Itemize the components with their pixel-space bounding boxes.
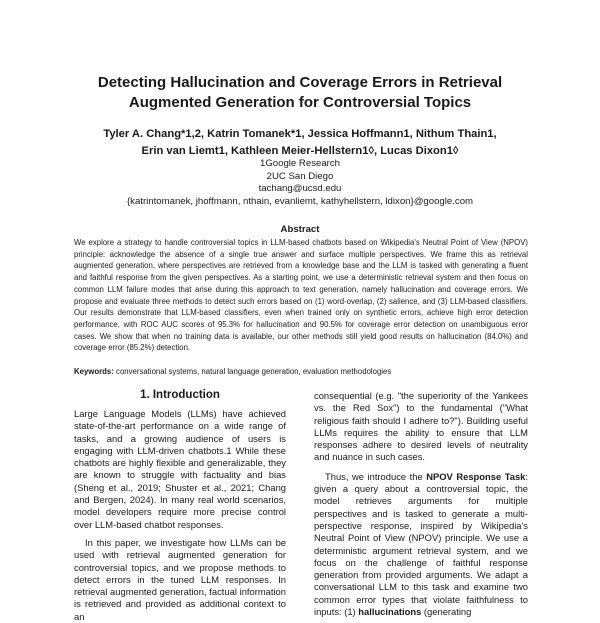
left-column: [74, 408, 286, 623]
npov-text-post: : given a query about a controversial topic, the model retrieves arguments for multiple perspectives and is tasked to generate a multi-perspective response, inspired by Wikipedia's Neutral Point of View (NPOV) principle. We use a deterministic argument retrieval system, and we focus on the challenge of faithful response generation from provided arguments. We adapt a conversational LLM to this task and examine two common error types that violate faithfulness to inputs: (1): [314, 470, 528, 618]
email-tachang: tachang@ucsd.edu: [258, 183, 342, 194]
keywords: [74, 366, 528, 377]
affiliations: [40, 158, 560, 208]
right-column: [314, 390, 528, 618]
keywords-text: conversational systems, natural language generation, evaluation methodologies: [113, 367, 392, 376]
author-list: [40, 126, 560, 160]
title-line-1: Detecting Hallucination and Coverage Errors in Retrieval: [97, 74, 503, 91]
authors-line-1: Tyler A. Chang*1,2, Katrin Tomanek*1, Jessica Hoffmann1, Nithum Thain1,: [103, 128, 497, 140]
intro-paragraph-3: consequential (e.g. "the superiority of the Yankees vs. the Red Sox") to the fundamental ("What religious faith should I adhere to?"). Building useful LLMs requires the ability to ensure that LLM responses adhere to desired levels of neutrality and nuance in such cases.: [314, 390, 528, 463]
npov-text-pre: Thus, we introduce the: [325, 470, 427, 482]
affiliation-google: 1Google Research: [260, 158, 340, 169]
intro-paragraph-2: In this paper, we investigate how LLMs can be used with retrieval augmented generation for controversial topics, and we propose methods to detect errors in the tuned LLM responses. In retrieval augmented generation, factual information is retrieved and provided as additional context to an: [74, 536, 286, 622]
abstract-text: We explore a strategy to handle controversial topics in LLM-based chatbots based on Wikipedia's Neutral Point of View (NPOV) principle: acknowledge the absence of a single true answer and surface multiple perspectives. We frame this as retrieval augmented generation, where perspectives are retrieved from a knowledge base and the LLM is tasked with generating a fluent and faithful response from the given perspectives. As a starting point, we use a deterministic retrieval system and then focus on common LLM failure modes that arise during this approach to text generation, namely hallucination and coverage errors. We propose and evaluate three methods to detect such errors based on (1) word-overlap, (2) salience, and (3) LLM-based classifiers. Our results demonstrate that LLM-based classifiers, even when trained only on synthetic errors, achieve high error detection performance, with ROC AUC scores of 95.3% for hallucination and 90.5% for coverage error detection on unambiguous error cases. We show that when no training data is available, our other methods still yield good results on hallucination (84.0%) and coverage error (85.2%) detection.: [74, 238, 528, 353]
keywords-label: Keywords:: [74, 367, 114, 376]
abstract-heading: Abstract: [280, 224, 320, 235]
hallucinations-term: hallucinations: [358, 606, 422, 618]
npov-task-name: NPOV Response Task: [426, 470, 526, 482]
intro-paragraph-1: Large Language Models (LLMs) have achieved state-of-the-art performance on a wide range of tasks, and a growing audience of users is engaging with LLM-driven chatbots.1 While these chatbots are highly flexible and generalizable, they are known to struggle with factuality and bias (Sheng et al., 2019; Shuster et al., 2021; Chang and Bergen, 2024). In many real world scenarios, model developers require more precise control over LLM-based chatbot responses.: [74, 408, 286, 530]
authors-line-2: Erin van Liemt1, Kathleen Meier-Hellstern1◊, Lucas Dixon1◊: [141, 145, 459, 157]
intro-paragraph-4: [314, 471, 528, 619]
paper-title: [40, 73, 560, 113]
title-line-2: Augmented Generation for Controversial Topics: [128, 94, 472, 111]
affiliation-ucsd: 2UC San Diego: [266, 170, 334, 182]
email-google: {katrintomanek, jhoffmann, nthain, evanliemt, kathyhellstern, ldixon}@google.com: [126, 195, 474, 207]
section-heading-introduction: 1. Introduction: [140, 389, 220, 401]
npov-text-end: (generating: [421, 606, 472, 618]
